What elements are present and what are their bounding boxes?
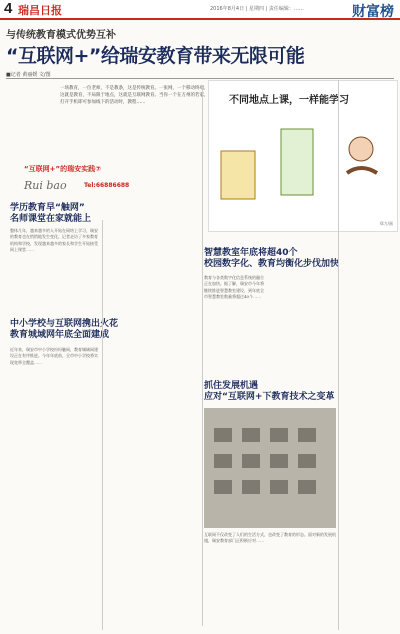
page-number: 4 [4,0,13,17]
section-body-3: 近年来，瑞安市中小学校纷纷触网，教育城域网建设正在有序推进。今年年底前，全市中小学校将实现宽带全覆盖…… [10,347,98,365]
column-title: “互联网+”的瑞安实践⑦ [24,165,101,173]
cartoon-illustration [208,80,398,232]
classroom-photo [204,408,336,528]
column-divider [202,86,203,626]
column-divider-right [338,80,339,630]
column-divider-left [102,220,103,630]
masthead [0,0,400,20]
classroom-photo-drawing [204,408,336,528]
column-banner [6,164,202,200]
section-heading-1: 学历教育早“触网” 名师课堂在家就能上 [10,203,92,225]
cartoon-caption: 不同地点上课，一样能学习 [229,95,349,106]
cartoon-author: 郑力/画 [379,221,393,226]
section-heading-3: 中小学校与互联网携出火花 教育城域网年底全面建成 [10,319,119,341]
paper-name: 瑞昌日报 [18,4,62,17]
cartoon-drawing [209,81,397,231]
section-body-4: 互联网不仅改变了人们的生活方式，也改变了教育的形态。面对新的发展机遇，瑞安教育部门正积极应对…… [204,532,336,544]
article-headline: “互联网+”给瑞安教育带来无限可能 [6,45,305,67]
column-ribao: Rui bao [24,179,67,192]
header-rule [6,78,394,79]
issue-date: 2016年8月4日 | 星期四 | 责任编辑：…… [210,6,304,12]
section-heading-2: 智慧教室年底将超40个 校园数字化、教育均衡化步伐加快 [204,248,340,270]
column-tel: Tel:66886688 [84,182,130,189]
article-lead: 一场教育，一位老师，不是教条，这是传统教育。一张网，一个移动终端，这就是教育，不局限于地点，这就是互联网教育。当你一个在万州的若家，打开手机即可参加线下的活动时，教程…… [60,86,209,105]
section-name: 财富榜 [352,4,394,20]
section-heading-4: 抓住发展机遇 应对“互联网+下教育技术之变革 [204,381,335,403]
section-body-1: 整体几年，越来越多的人开始在网络上学习，瑞安的教育也在悄悄地发生变化。记者走访了多家教育机构和学校，发现越来越多的家长和学生开始接受网上课堂…… [10,228,98,253]
article-kicker: 与传统教育模式优势互补 [6,30,116,41]
section-body-2: 教育与各类数字化信息系统的融合正在加快。据了解，瑞安市今年将继续推进智慧教室建设，到年底全市智慧教室数量将超过40个…… [204,275,264,300]
article-byline: ■记者 黄丽媛 文/图 [6,72,51,78]
